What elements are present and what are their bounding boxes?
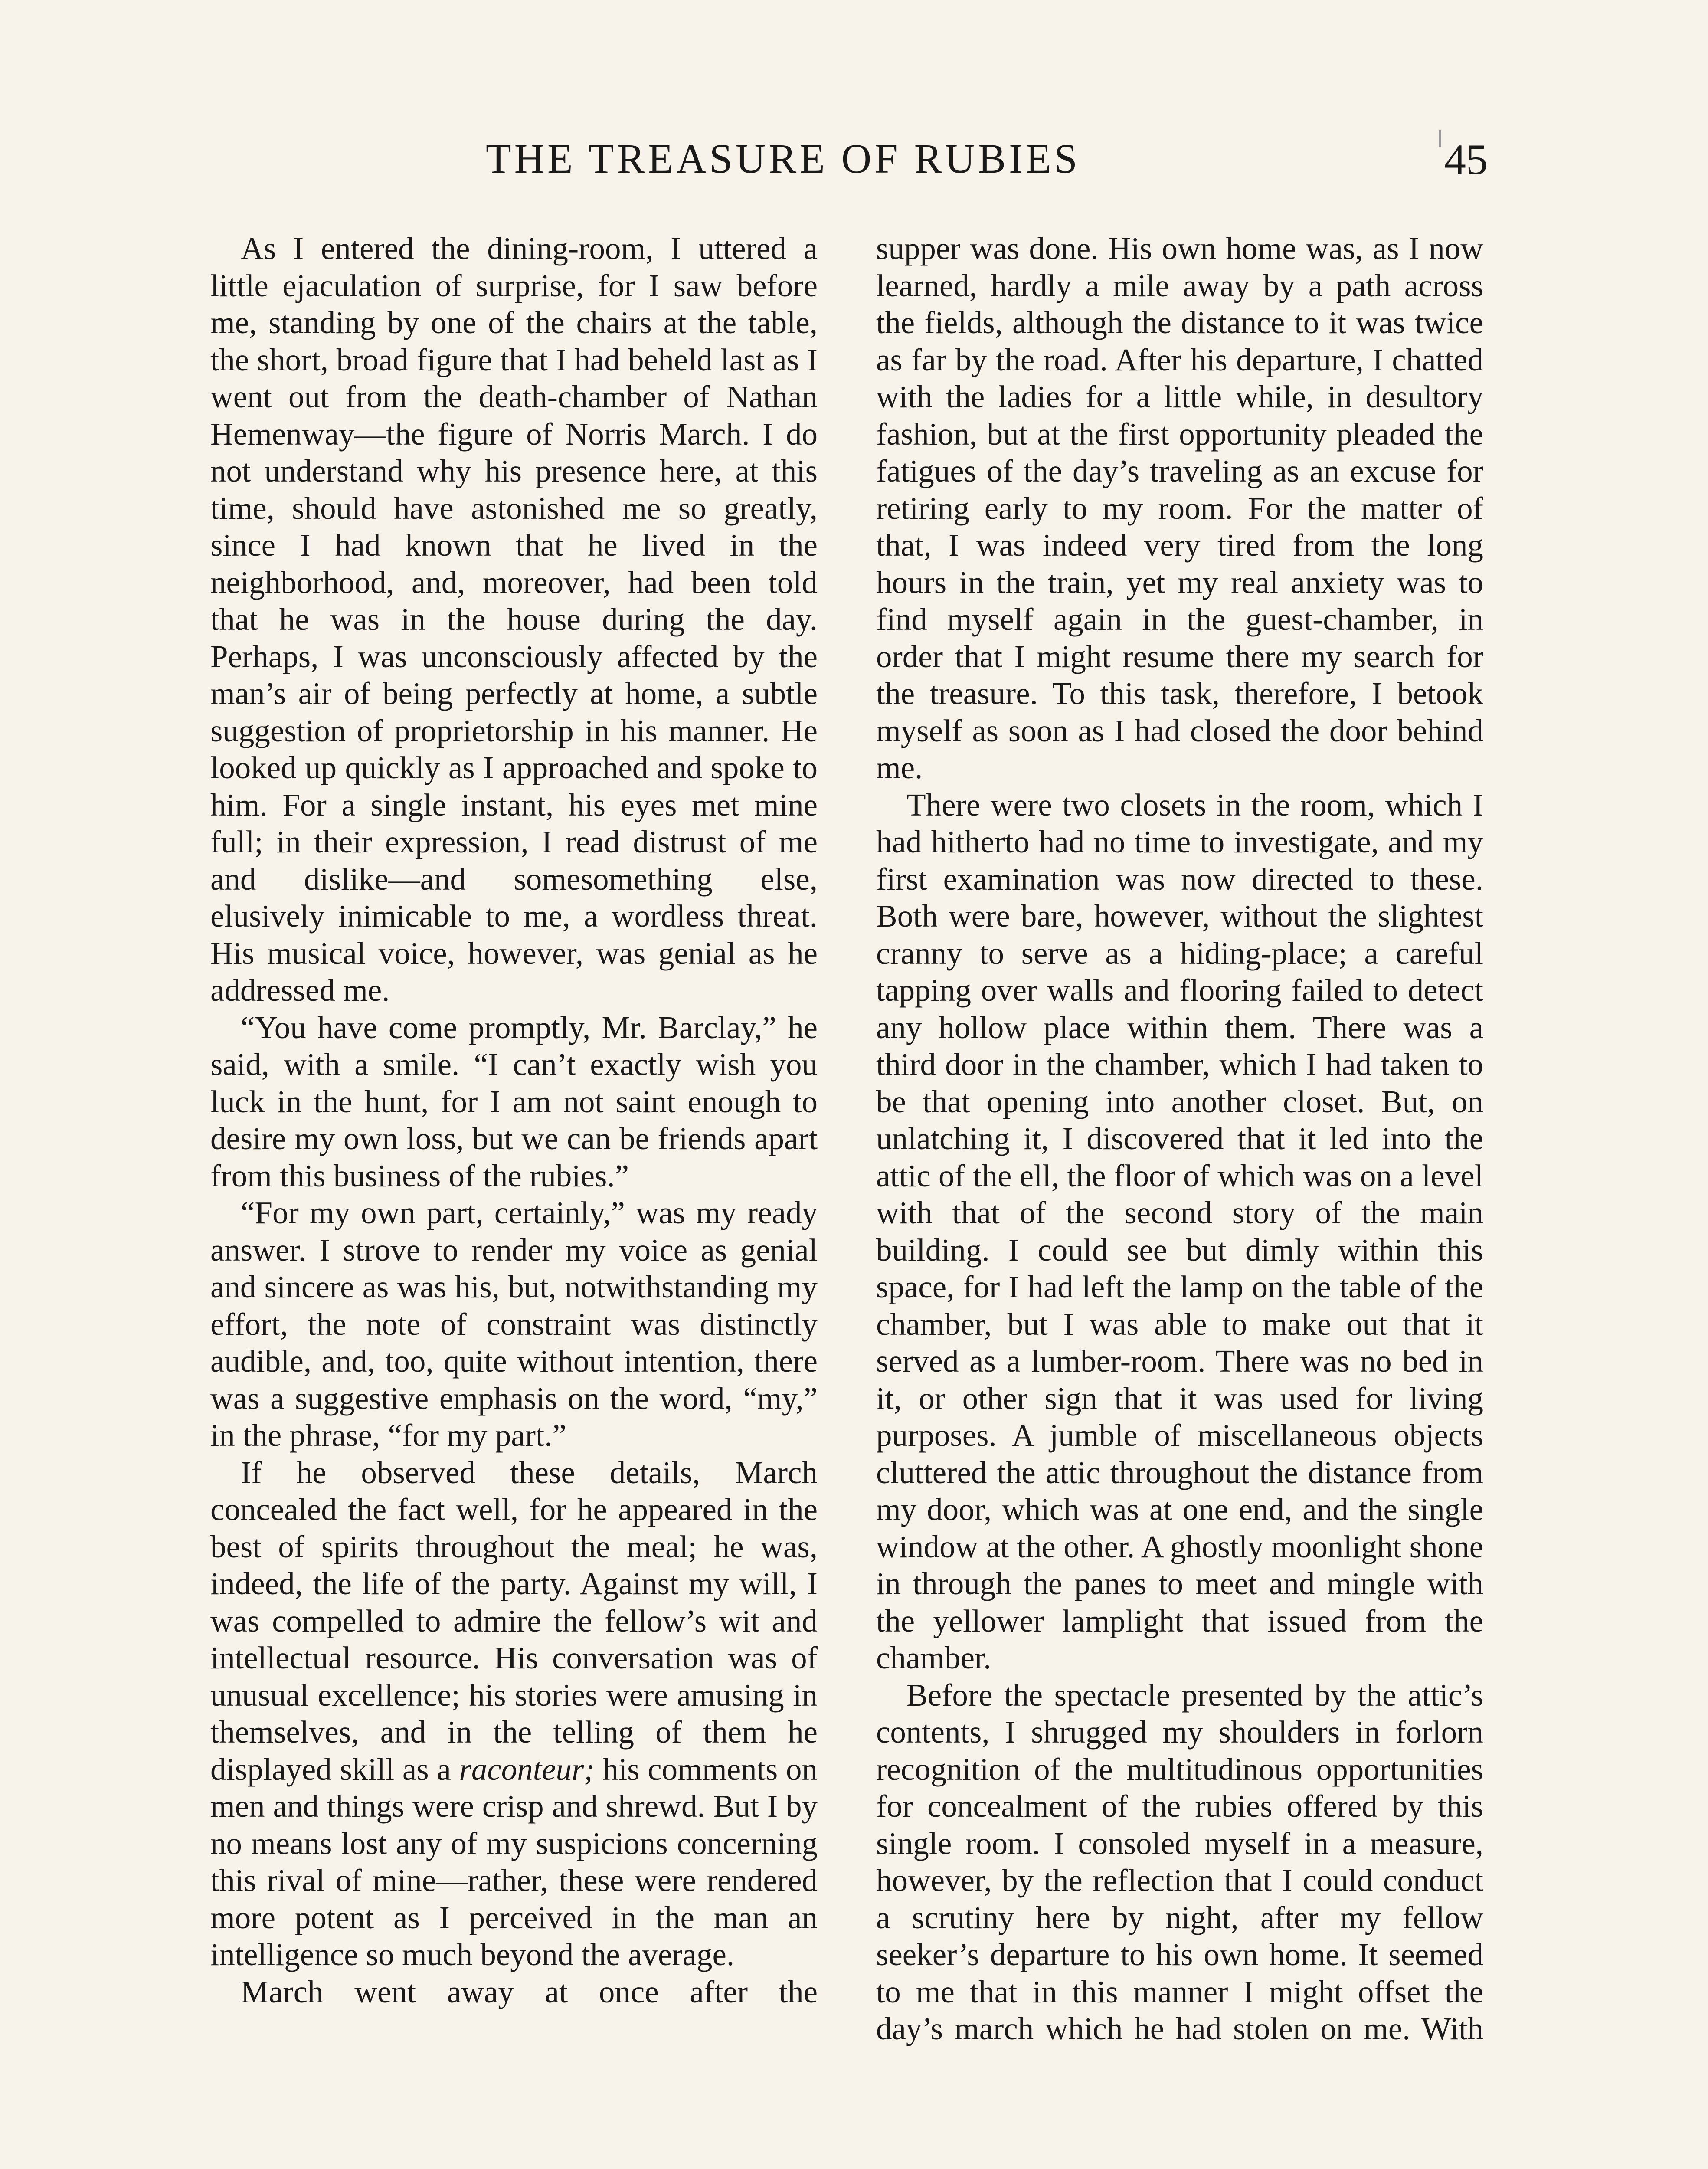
italic-word: raconteur;	[459, 1751, 595, 1787]
page-header	[0, 130, 1708, 200]
paragraph: “For my own part, certainly,” was my ready answer. I strove to render my voice as genial and sincere as was his, but, notwithstanding my effort, the note of constraint was distinctly audible, and, too, quite without intention, there was a suggestive emphasis on the word, “my,” in the phrase, “for my part.”	[210, 1195, 818, 1453]
print-mark	[1439, 130, 1441, 147]
left-text-column	[210, 230, 818, 2010]
right-text-column	[876, 230, 1483, 2048]
page-number: 45	[1444, 135, 1488, 183]
paragraph: supper was done. His own home was, as I now learned, hardly a mile away by a path across the fields, although the distance to it was twice as far by the road. After his departure, I chatted with the ladies for a little while, in desultory fashion, but at the first opportunity pleaded the fatigues of the day’s traveling as an excuse for retiring early to my room. For the matter of that, I was indeed very tired from the long hours in the train, yet my real anxiety was to find myself again in the guest-chamber, in order that I might resume there my search for the treasure. To this task, therefore, I betook myself as soon as I had closed the door behind me.	[876, 231, 1483, 785]
paragraph: As I entered the dining-room, I uttered a little ejaculation of surprise, for I saw before me, standing by one of the chairs at the table, the short, broad figure that I had beheld last as I went out from the death-chamber of Nathan Hemenway—the figure of Norris March. I do not understand why his presence here, at this time, should have astonished me so greatly, since I had known that he lived in the neighborhood, and, moreover, had been told that he was in the house during the day. Perhaps, I was unconsciously affected by the man’s air of being perfectly at home, a subtle suggestion of proprietorship in his manner. He looked up quickly as I approached and spoke to him. For a single instant, his eyes met mine full; in their expression, I read distrust of me and dislike—and somesomething else, elusively inimicable to me, a wordless threat. His musical voice, however, was genial as he addressed me.	[210, 231, 818, 1008]
paragraph: There were two closets in the room, which I had hitherto had no time to investigate, and my first examination was now directed to these. Both were bare, however, without the slightest cranny to serve as a hiding-place; a careful tapping over walls and flooring failed to detect any hollow place within them. There was a third door in the chamber, which I had taken to be that opening into another closet. But, on unlatching it, I discovered that it led into the attic of the ell, the floor of which was on a level with that of the second story of the main building. I could see but dimly within this space, for I had left the lamp on the table of the chamber, but I was able to make out that it served as a lumber-room. There was no bed in it, or other sign that it was used for living purposes. A jumble of miscellaneous objects cluttered the attic throughout the distance from my door, which was at one end, and the single window at the other. A ghostly moonlight shone in through the panes to meet and mingle with the yellower lamplight that issued from the chamber.	[876, 787, 1483, 1675]
paragraph-text: his comments on men and things were crisp and shrewd. But I by no means lost any of my suspicions concerning this rival of mine—rather, these were rendered more potent as I perceived in the man an intelligence so much beyond the average.	[210, 1751, 818, 1972]
paragraph: Before the spectacle presented by the attic’s contents, I shrugged my shoulders in forlorn recognition of the multitudinous opportunities for concealment of the rubies offered by this single room. I consoled myself in a measure, however, by the reflection that I could conduct a scrutiny here by night, after my fellow seeker’s departure to his own home. It seemed to me that in this manner I might offset the day’s march which he had stolen on me. With	[876, 1677, 1483, 2046]
running-title: THE TREASURE OF RUBIES	[486, 135, 1081, 182]
paragraph	[210, 1454, 818, 1973]
paragraph-text: If he observed these details, March concealed the fact well, for he appeared in the best of spirits throughout the meal; he was, indeed, the life of the party. Against my will, I was compelled to admire the fellow’s wit and intellectual resource. His conversation was of unusual excellence; his stories were amusing in themselves, and in the telling of them he displayed skill as a	[210, 1455, 818, 1787]
paragraph: March went away at once after the	[241, 1974, 818, 2009]
paragraph: “You have come promptly, Mr. Barclay,” he said, with a smile. “I can’t exactly wish you luck in the hunt, for I am not saint enough to desire my own loss, but we can be friends apart from this business of the rubies.”	[210, 1009, 818, 1193]
